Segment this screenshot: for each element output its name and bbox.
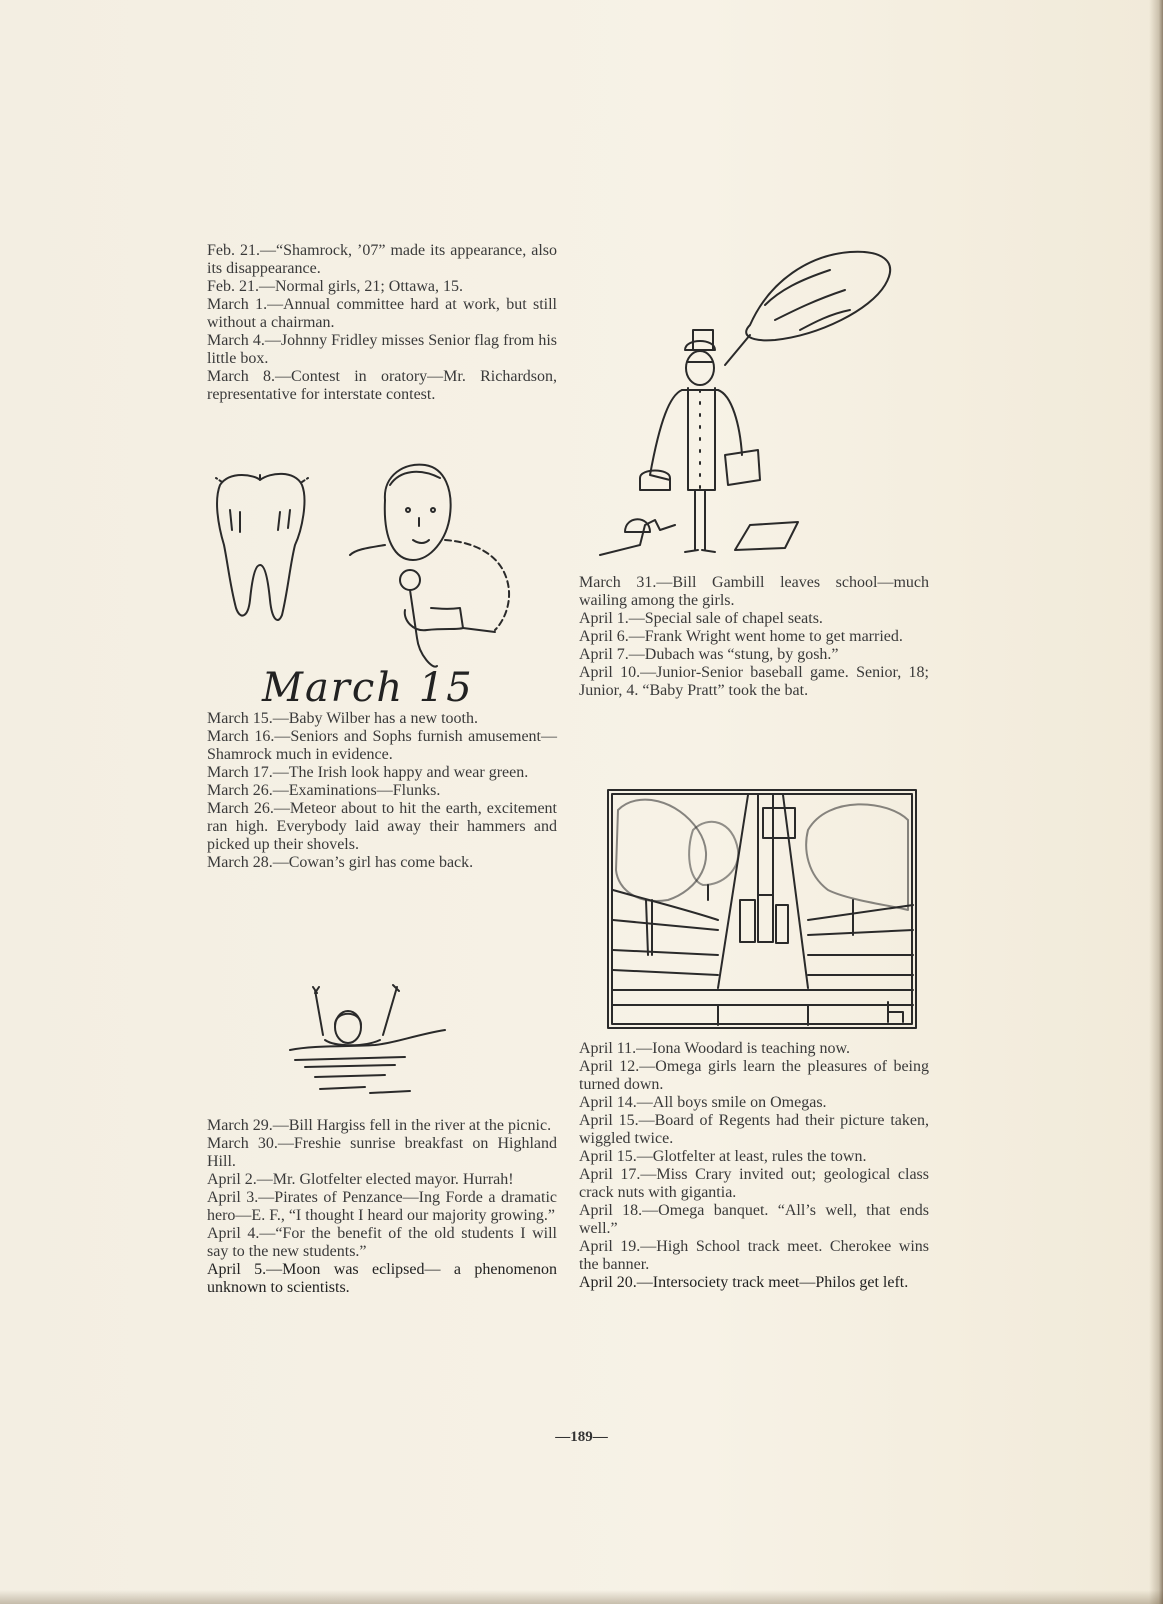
baby-sketch <box>345 460 525 680</box>
entry: April 3.—Pirates of Penzance—Ing Forde a dramatic hero—E. F., “I thought I heard our majority growing.” <box>207 1189 557 1224</box>
right-column-block-2 <box>579 1040 929 1292</box>
entry: April 2.—Mr. Glotfelter elected mayor. Hurrah! <box>207 1171 514 1188</box>
tooth-sketch <box>210 470 320 630</box>
right-column-block-1 <box>579 574 929 700</box>
page-edge-shadow <box>1149 0 1163 1604</box>
entry: March 26.—Meteor about to hit the earth, excitement ran high. Everybody laid away their hammers and picked up their shovels. <box>207 800 557 853</box>
entry: March 30.—Freshie sunrise breakfast on Highland Hill. <box>207 1135 557 1170</box>
march-15-handwritten-label: March 15 <box>262 665 474 711</box>
entry: April 11.—Iona Woodard is teaching now. <box>579 1040 850 1057</box>
man-with-suitcase-sketch <box>600 250 900 570</box>
entry: March 26.—Examinations—Flunks. <box>207 782 441 799</box>
entry: Feb. 21.—Normal girls, 21; Ottawa, 15. <box>207 278 463 295</box>
entry: April 12.—Omega girls learn the pleasures of being turned down. <box>579 1058 929 1093</box>
entry: April 7.—Dubach was “stung, by gosh.” <box>579 646 839 663</box>
entry: April 15.—Board of Regents had their picture taken, wiggled twice. <box>579 1112 929 1147</box>
entry: March 28.—Cowan’s girl has come back. <box>207 854 474 871</box>
entry: April 18.—Omega banquet. “All’s well, that ends well.” <box>579 1202 929 1237</box>
left-column-block-1 <box>207 242 557 404</box>
page-number: —189— <box>555 1429 608 1445</box>
page-bottom-shadow <box>0 1590 1163 1604</box>
entry: April 17.—Miss Crary invited out; geological class crack nuts with gigantia. <box>579 1166 929 1201</box>
drowning-figure-sketch <box>285 985 445 1105</box>
entry: Feb. 21.—“Shamrock, ’07” made its appearance, also its disappearance. <box>207 242 557 277</box>
entry: April 5.—Moon was eclipsed— a phenomenon unknown to scientists. <box>207 1261 557 1296</box>
entry: April 20.—Intersociety track meet—Philos get left. <box>579 1274 909 1291</box>
entry: April 6.—Frank Wright went home to get married. <box>579 628 903 645</box>
entry: April 19.—High School track meet. Cherokee wins the banner. <box>579 1238 929 1273</box>
entry: March 1.—Annual committee hard at work, but still without a chairman. <box>207 296 557 331</box>
entry: April 10.—Junior-Senior baseball game. Senior, 18; Junior, 4. “Baby Pratt” took the bat. <box>579 664 929 699</box>
entry: March 29.—Bill Hargiss fell in the river at the picnic. <box>207 1117 552 1134</box>
entry: April 4.—“For the benefit of the old students I will say to the new students.” <box>207 1225 557 1260</box>
entry: March 8.—Contest in oratory—Mr. Richardson, representative for interstate contest. <box>207 368 557 403</box>
entry: April 15.—Glotfelter at least, rules the town. <box>579 1148 867 1165</box>
campus-path-sketch <box>608 790 918 1030</box>
left-column-block-2 <box>207 710 557 872</box>
entry: March 4.—Johnny Fridley misses Senior flag from his little box. <box>207 332 557 367</box>
left-column-block-3 <box>207 1117 557 1297</box>
entry: April 14.—All boys smile on Omegas. <box>579 1094 827 1111</box>
entry: March 31.—Bill Gambill leaves school—much wailing among the girls. <box>579 574 929 609</box>
entry: March 17.—The Irish look happy and wear green. <box>207 764 529 781</box>
entry: March 15.—Baby Wilber has a new tooth. <box>207 710 478 727</box>
entry: April 1.—Special sale of chapel seats. <box>579 610 823 627</box>
entry: March 16.—Seniors and Sophs furnish amusement—Shamrock much in evidence. <box>207 728 557 763</box>
